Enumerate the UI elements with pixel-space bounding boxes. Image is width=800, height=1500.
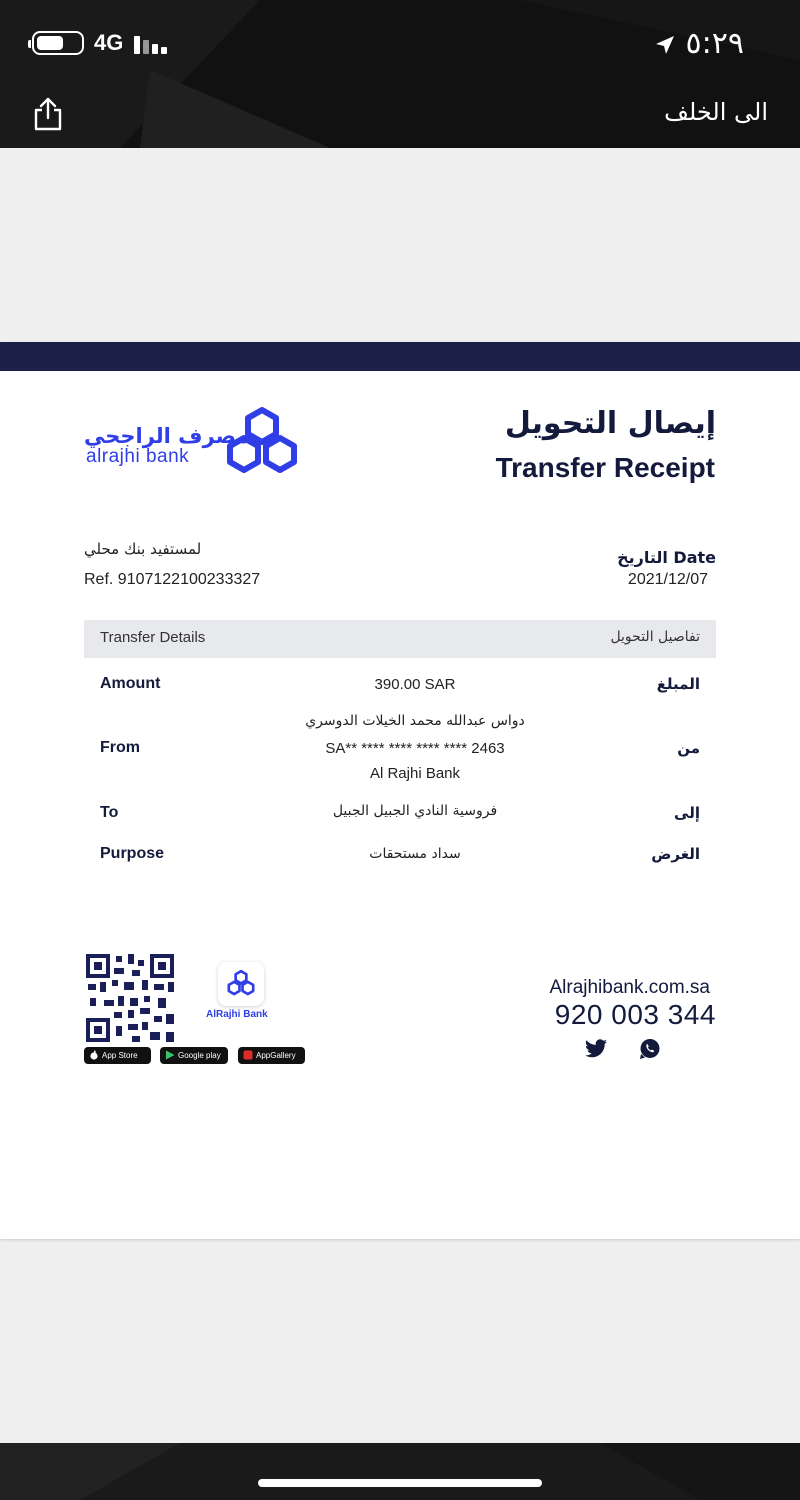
bottom-bar bbox=[0, 1443, 800, 1500]
signal-icon bbox=[134, 32, 174, 54]
share-icon[interactable] bbox=[30, 96, 66, 132]
from-label: From bbox=[100, 739, 140, 756]
network-type: 4G bbox=[94, 30, 124, 55]
google-play-icon bbox=[165, 1050, 175, 1060]
alrajhi-app-icon[interactable] bbox=[218, 962, 264, 1006]
bank-website[interactable]: Alrajhibank.com.sa bbox=[549, 977, 710, 998]
app-store-badge[interactable] bbox=[84, 1047, 151, 1064]
card-header-band bbox=[0, 342, 800, 371]
date-value: 2021/12/07 bbox=[627, 571, 708, 588]
app-store-label: App Store bbox=[102, 1051, 138, 1060]
transfer-receipt-card bbox=[0, 342, 800, 1239]
to-label-arabic: إلى bbox=[674, 804, 700, 822]
appgallery-badge[interactable] bbox=[238, 1047, 305, 1064]
to-value: فروسية النادي الجبيل الجبيل bbox=[332, 803, 498, 819]
details-header-arabic: تفاصيل التحويل bbox=[610, 629, 700, 645]
reference-number: Ref. 9107122100233327 bbox=[84, 571, 261, 588]
purpose-label: Purpose bbox=[100, 845, 165, 862]
appgallery-label: AppGallery bbox=[256, 1051, 296, 1060]
app-name: AlRajhi Bank bbox=[206, 1009, 268, 1020]
bank-phone[interactable]: 920 003 344 bbox=[554, 999, 716, 1030]
home-indicator[interactable] bbox=[258, 1479, 542, 1487]
alrajhi-logo-icon bbox=[225, 968, 257, 998]
receipt-title-english: Transfer Receipt bbox=[495, 452, 715, 483]
from-bank: Al Rajhi Bank bbox=[369, 765, 461, 782]
from-name: دواس عبدالله محمد الخيلات الدوسري bbox=[305, 713, 525, 729]
top-bar bbox=[0, 0, 800, 148]
receipt-title-arabic: إيصال التحويل bbox=[504, 406, 716, 441]
twitter-icon[interactable] bbox=[584, 1038, 608, 1060]
purpose-value: سداد مستحقات bbox=[369, 846, 461, 862]
from-account: SA** **** **** **** **** 2463 bbox=[325, 740, 505, 757]
details-header-english: Transfer Details bbox=[100, 629, 206, 646]
qr-code[interactable] bbox=[84, 952, 176, 1044]
back-button[interactable]: الى الخلف bbox=[664, 98, 768, 126]
date-label: التاريخ Date bbox=[617, 548, 716, 567]
apple-icon bbox=[89, 1050, 99, 1060]
purpose-label-arabic: الغرض bbox=[651, 845, 700, 863]
location-arrow-icon bbox=[654, 34, 676, 56]
from-label-arabic: من bbox=[677, 739, 700, 757]
google-play-label: Google play bbox=[178, 1051, 221, 1060]
amount-label-arabic: المبلغ bbox=[656, 675, 700, 693]
footer-background-pattern bbox=[0, 1443, 800, 1500]
amount-value: 390.00 SAR bbox=[374, 676, 456, 693]
to-label: To bbox=[100, 804, 119, 821]
status-time: ٥:٢٩ bbox=[685, 26, 744, 61]
battery-icon bbox=[32, 31, 84, 55]
transfer-details-header bbox=[84, 620, 716, 658]
amount-label: Amount bbox=[100, 675, 161, 692]
whatsapp-icon[interactable] bbox=[638, 1038, 662, 1060]
bank-name-english: alrajhi bank bbox=[86, 446, 190, 467]
bank-name-arabic: مصرف الراجحي bbox=[84, 424, 250, 448]
alrajhi-logo-icon bbox=[220, 406, 304, 476]
status-bar bbox=[0, 26, 800, 60]
beneficiary-type: لمستفيد بنك محلي bbox=[84, 540, 202, 558]
google-play-badge[interactable] bbox=[160, 1047, 228, 1064]
appgallery-icon bbox=[243, 1050, 253, 1060]
